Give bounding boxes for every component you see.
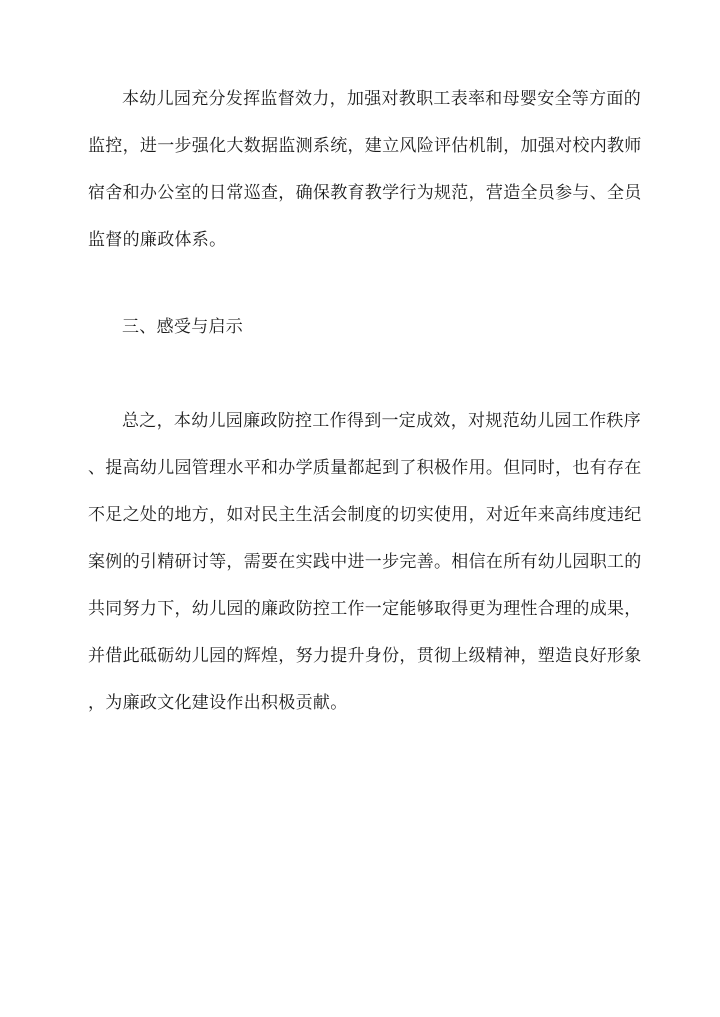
paragraph-supervision xyxy=(88,76,642,264)
paragraph-line: 、提高幼儿园管理水平和办学质量都起到了积极作用。但同时，也有存在 xyxy=(88,458,642,478)
paragraph-line: 本幼儿园充分发挥监督效力，加强对教职工表率和母婴安全等方面的 xyxy=(122,89,641,109)
section-heading-text: 三、感受与启示 xyxy=(122,317,244,337)
paragraph-line: 监控，进一步强化大数据监测系统，建立风险评估机制，加强对校内教师 xyxy=(88,136,642,156)
paragraph-line: 监督的廉政体系。 xyxy=(88,230,227,250)
paragraph-line: ，为廉政文化建设作出积极贡献。 xyxy=(88,693,348,713)
paragraph-line: 总之，本幼儿园廉政防控工作得到一定成效，对规范幼儿园工作秩序 xyxy=(122,411,641,431)
paragraph-line: 并借此砥砺幼儿园的辉煌，努力提升身份，贯彻上级精神，塑造良好形象 xyxy=(88,646,642,666)
paragraph-line: 不足之处的地方，如对民主生活会制度的切实使用，对近年来高纬度违纪 xyxy=(88,505,642,525)
section-heading xyxy=(88,304,633,351)
paragraph-line: 共同努力下，幼儿园的廉政防控工作一定能够取得更为理性合理的成果， xyxy=(88,599,642,619)
paragraph-conclusion xyxy=(88,398,642,727)
paragraph-line: 案例的引精研讨等，需要在实践中进一步完善。相信在所有幼儿园职工的 xyxy=(88,552,642,572)
paragraph-line: 宿舍和办公室的日常巡查，确保教育教学行为规范，营造全员参与、全员 xyxy=(88,183,642,203)
